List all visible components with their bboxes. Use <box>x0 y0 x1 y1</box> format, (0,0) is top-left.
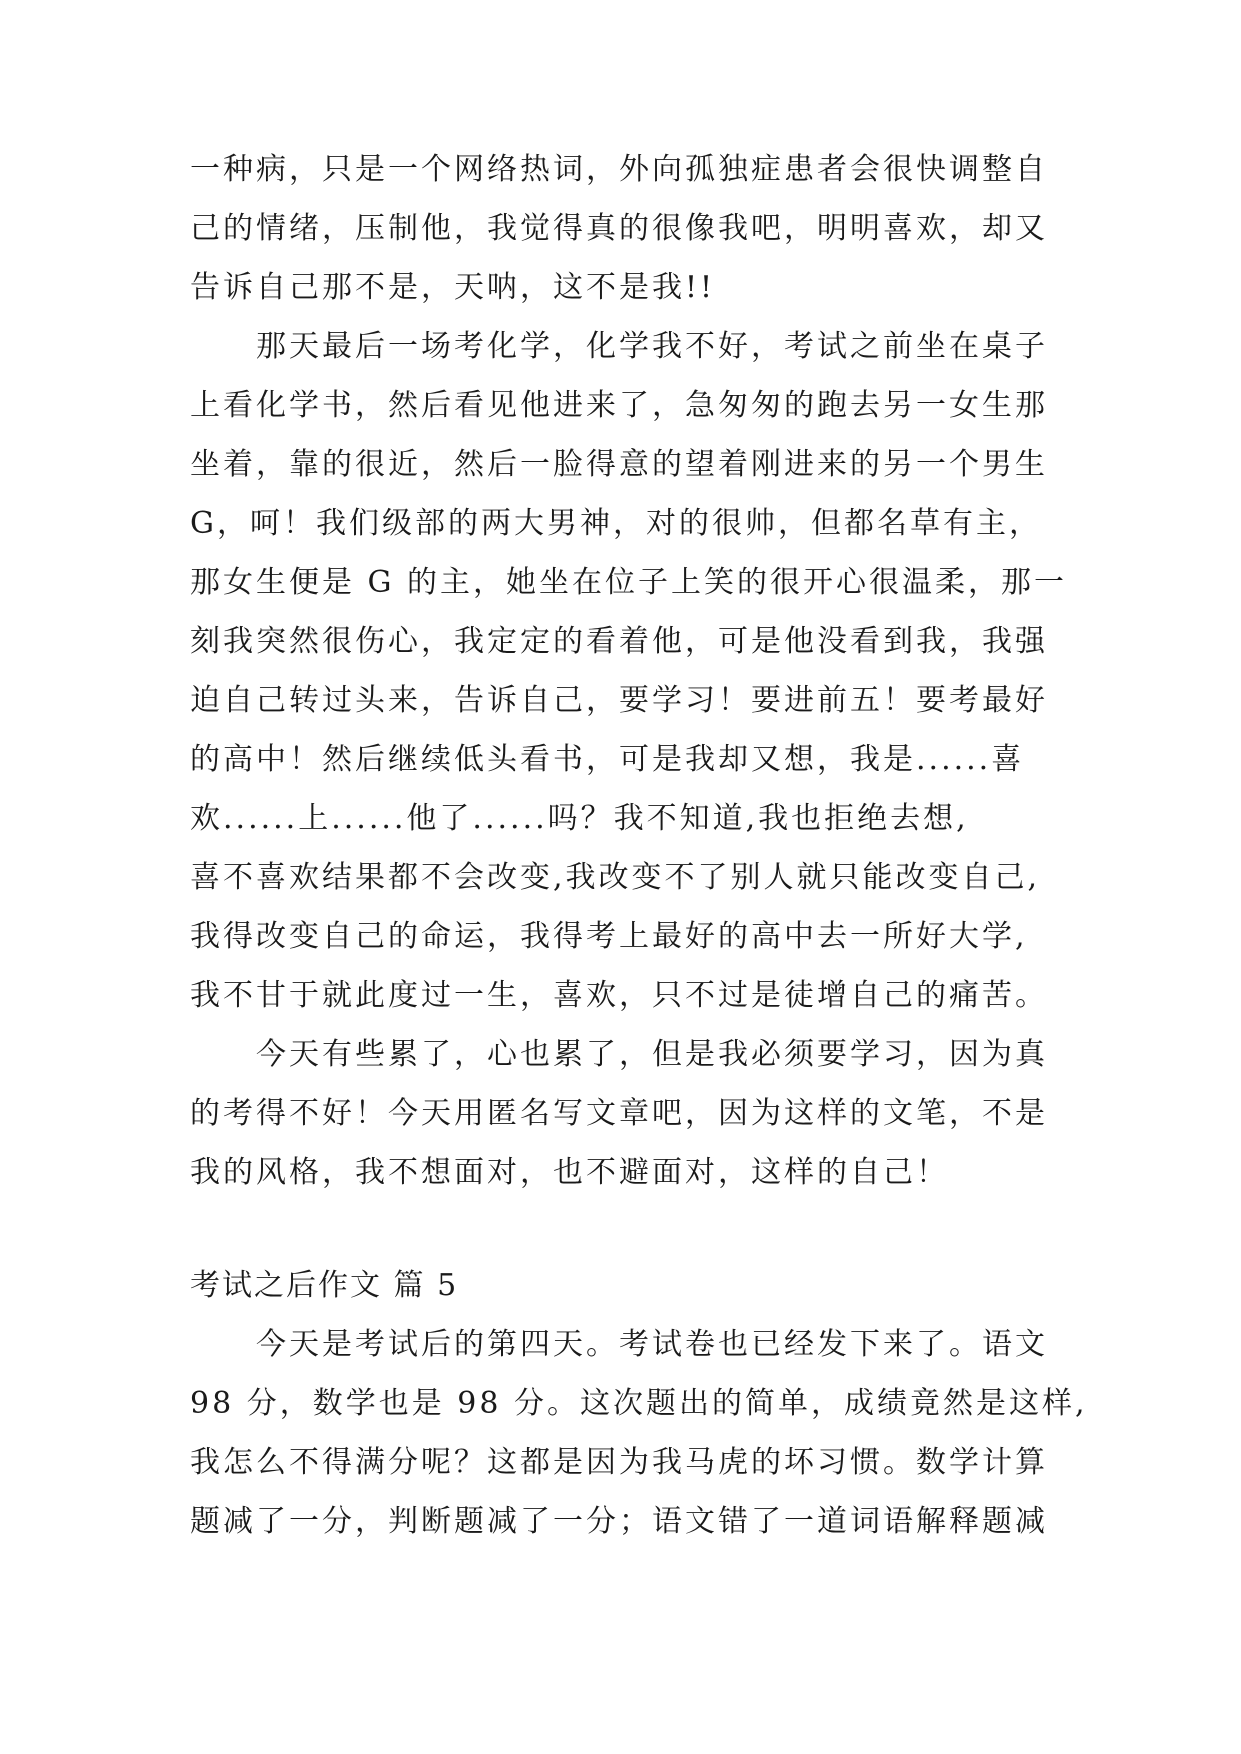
text-line: 欢......上......他了......吗？我不知道,我也拒绝去想, <box>190 801 969 836</box>
paragraph-start: 今天有些累了，心也累了，但是我必须要学习，因为真 <box>256 1037 1048 1072</box>
text-line: G，呵！我们级部的两大男神，对的很帅，但都名草有主， <box>190 506 1042 541</box>
text-line: 的高中！然后继续低头看书，可是我却又想，我是......喜 <box>190 742 1025 777</box>
paragraph-start: 那天最后一场考化学，化学我不好，考试之前坐在桌子 <box>256 329 1048 364</box>
text-line: 98 分，数学也是 98 分。这次题出的简单，成绩竟然是这样, <box>190 1386 1088 1421</box>
text-line: 我不甘于就此度过一生，喜欢，只不过是徒增自己的痛苦。 <box>190 978 1048 1013</box>
text-line: 坐着，靠的很近，然后一脸得意的望着刚进来的另一个男生 <box>190 447 1048 482</box>
text-line: 我怎么不得满分呢？这都是因为我马虎的坏习惯。数学计算 <box>190 1445 1048 1480</box>
text-line: 迫自己转过头来，告诉自己，要学习！要进前五！要考最好 <box>190 683 1048 718</box>
text-line: 己的情绪，压制他，我觉得真的很像我吧，明明喜欢，却又 <box>190 211 1048 246</box>
text-line: 告诉自己那不是，天呐，这不是我!! <box>190 270 716 305</box>
text-line: 上看化学书，然后看见他进来了，急匆匆的跑去另一女生那 <box>190 388 1048 423</box>
paragraph-start: 今天是考试后的第四天。考试卷也已经发下来了。语文 <box>256 1327 1048 1362</box>
text-line: 喜不喜欢结果都不会改变,我改变不了别人就只能改变自己, <box>190 860 1041 895</box>
text-line: 我的风格，我不想面对，也不避面对，这样的自己！ <box>190 1155 949 1190</box>
section-heading: 考试之后作文 篇 5 <box>190 1268 459 1303</box>
text-line: 题减了一分，判断题减了一分；语文错了一道词语解释题减 <box>190 1504 1048 1539</box>
text-line: 一种病，只是一个网络热词，外向孤独症患者会很快调整自 <box>190 152 1048 187</box>
text-line: 我得改变自己的命运，我得考上最好的高中去一所好大学, <box>190 919 1028 954</box>
text-line: 那女生便是 G 的主，她坐在位子上笑的很开心很温柔，那一 <box>190 565 1068 600</box>
text-line: 刻我突然很伤心，我定定的看着他，可是他没看到我，我强 <box>190 624 1048 659</box>
text-line: 的考得不好！今天用匿名写文章吧，因为这样的文笔，不是 <box>190 1096 1048 1131</box>
